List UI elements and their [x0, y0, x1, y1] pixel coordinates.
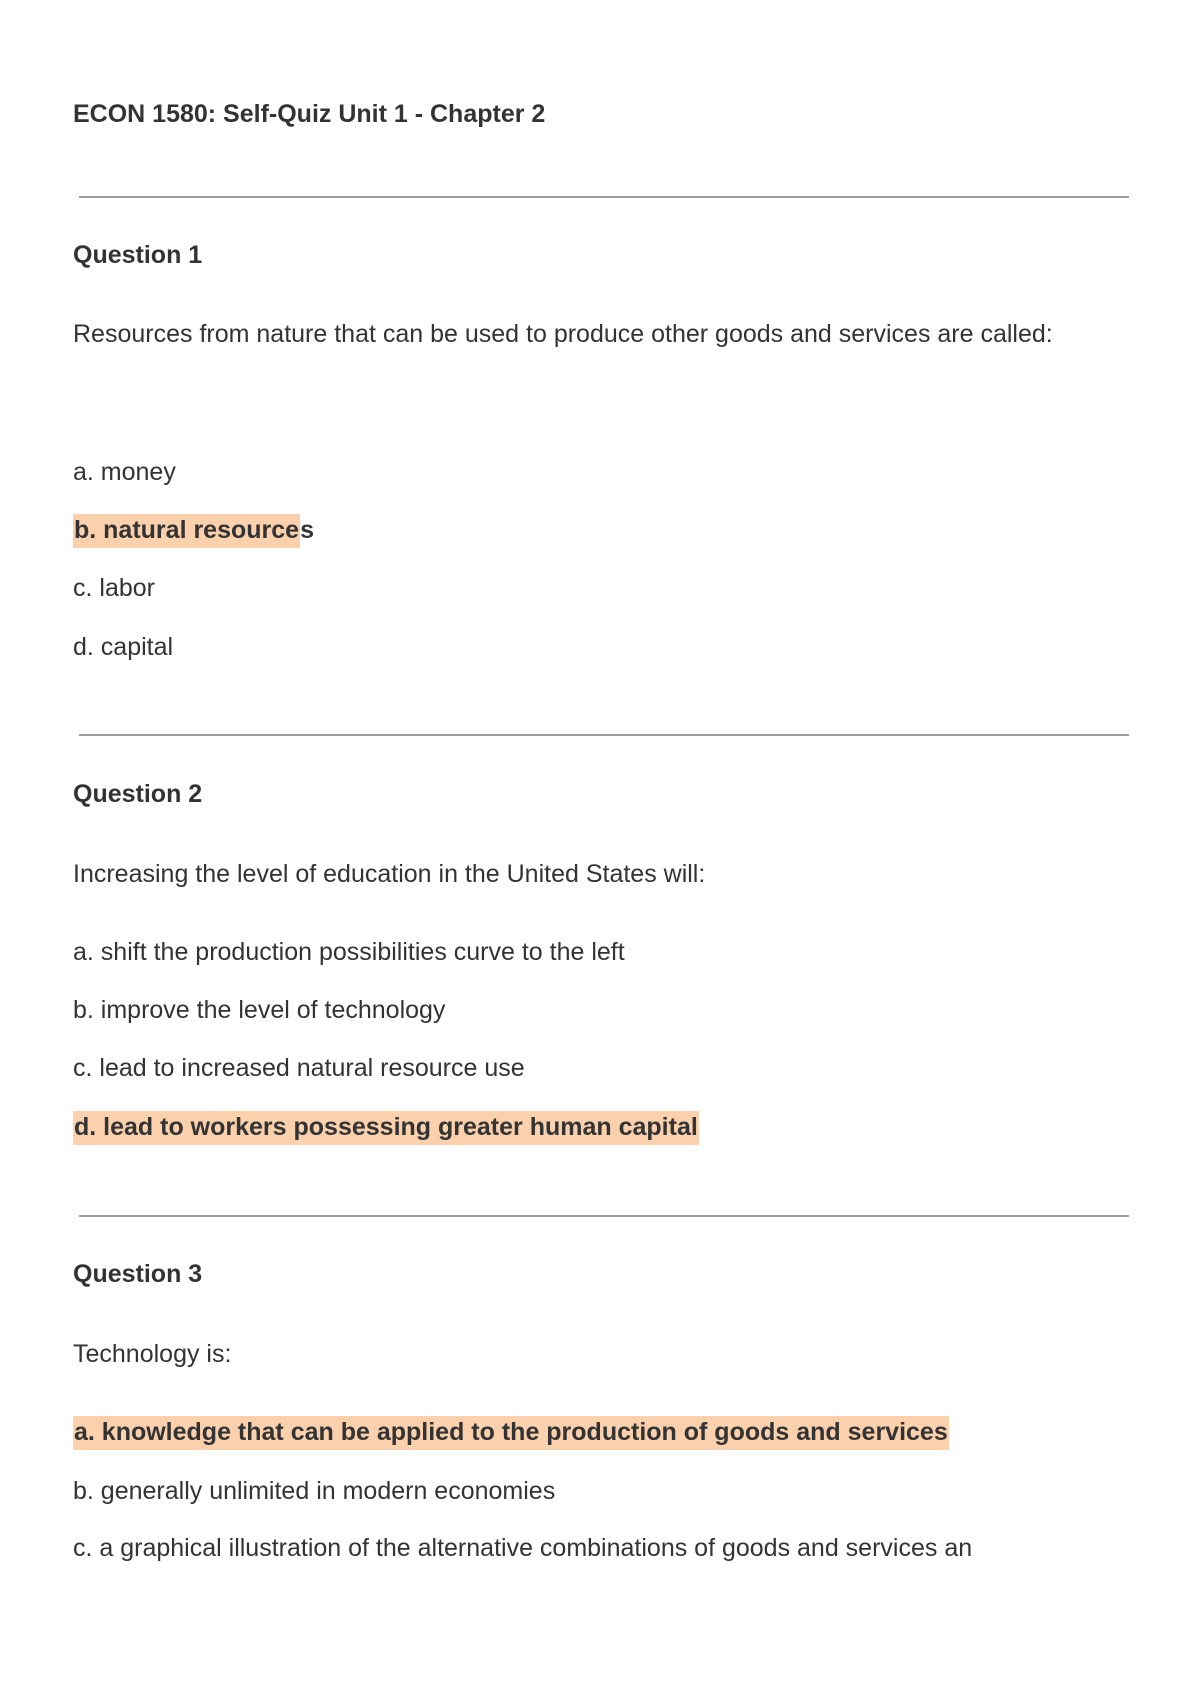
section-divider: [79, 196, 1129, 198]
question-3-heading: Question 3: [73, 1260, 203, 1288]
answer-highlight: a. knowledge that can be applied to the production of goods and services: [73, 1416, 949, 1450]
question-2-heading: Question 2: [73, 780, 203, 808]
section-divider: [79, 734, 1129, 736]
question-1-option-b-correct: [73, 516, 314, 545]
question-1-option-d: d. capital: [73, 633, 174, 661]
question-2-option-b: b. improve the level of technology: [73, 996, 446, 1024]
answer-highlight: d. lead to workers possessing greater human capital: [73, 1111, 699, 1145]
question-1-option-c: c. labor: [73, 574, 155, 602]
document-title: ECON 1580: Self-Quiz Unit 1 - Chapter 2: [73, 100, 546, 128]
question-2-option-a: a. shift the production possibilities curve to the left: [73, 938, 625, 966]
section-divider: [79, 1215, 1129, 1217]
question-3-option-a-correct: [73, 1418, 949, 1447]
question-2-prompt: Increasing the level of education in the United States will:: [73, 860, 706, 888]
question-1-prompt: Resources from nature that can be used to produce other goods and services are called:: [73, 320, 1053, 348]
question-2-option-d-correct: [73, 1113, 699, 1142]
question-3-prompt: Technology is:: [73, 1340, 232, 1368]
question-3-option-c: c. a graphical illustration of the alternative combinations of goods and services an: [73, 1534, 973, 1562]
question-1-heading: Question 1: [73, 241, 203, 269]
answer-highlight: b. natural resource: [73, 514, 300, 548]
question-2-option-c: c. lead to increased natural resource use: [73, 1054, 525, 1082]
answer-text-rest: s: [300, 516, 314, 544]
question-1-option-a: a. money: [73, 458, 176, 486]
question-3-option-b: b. generally unlimited in modern economies: [73, 1477, 556, 1505]
